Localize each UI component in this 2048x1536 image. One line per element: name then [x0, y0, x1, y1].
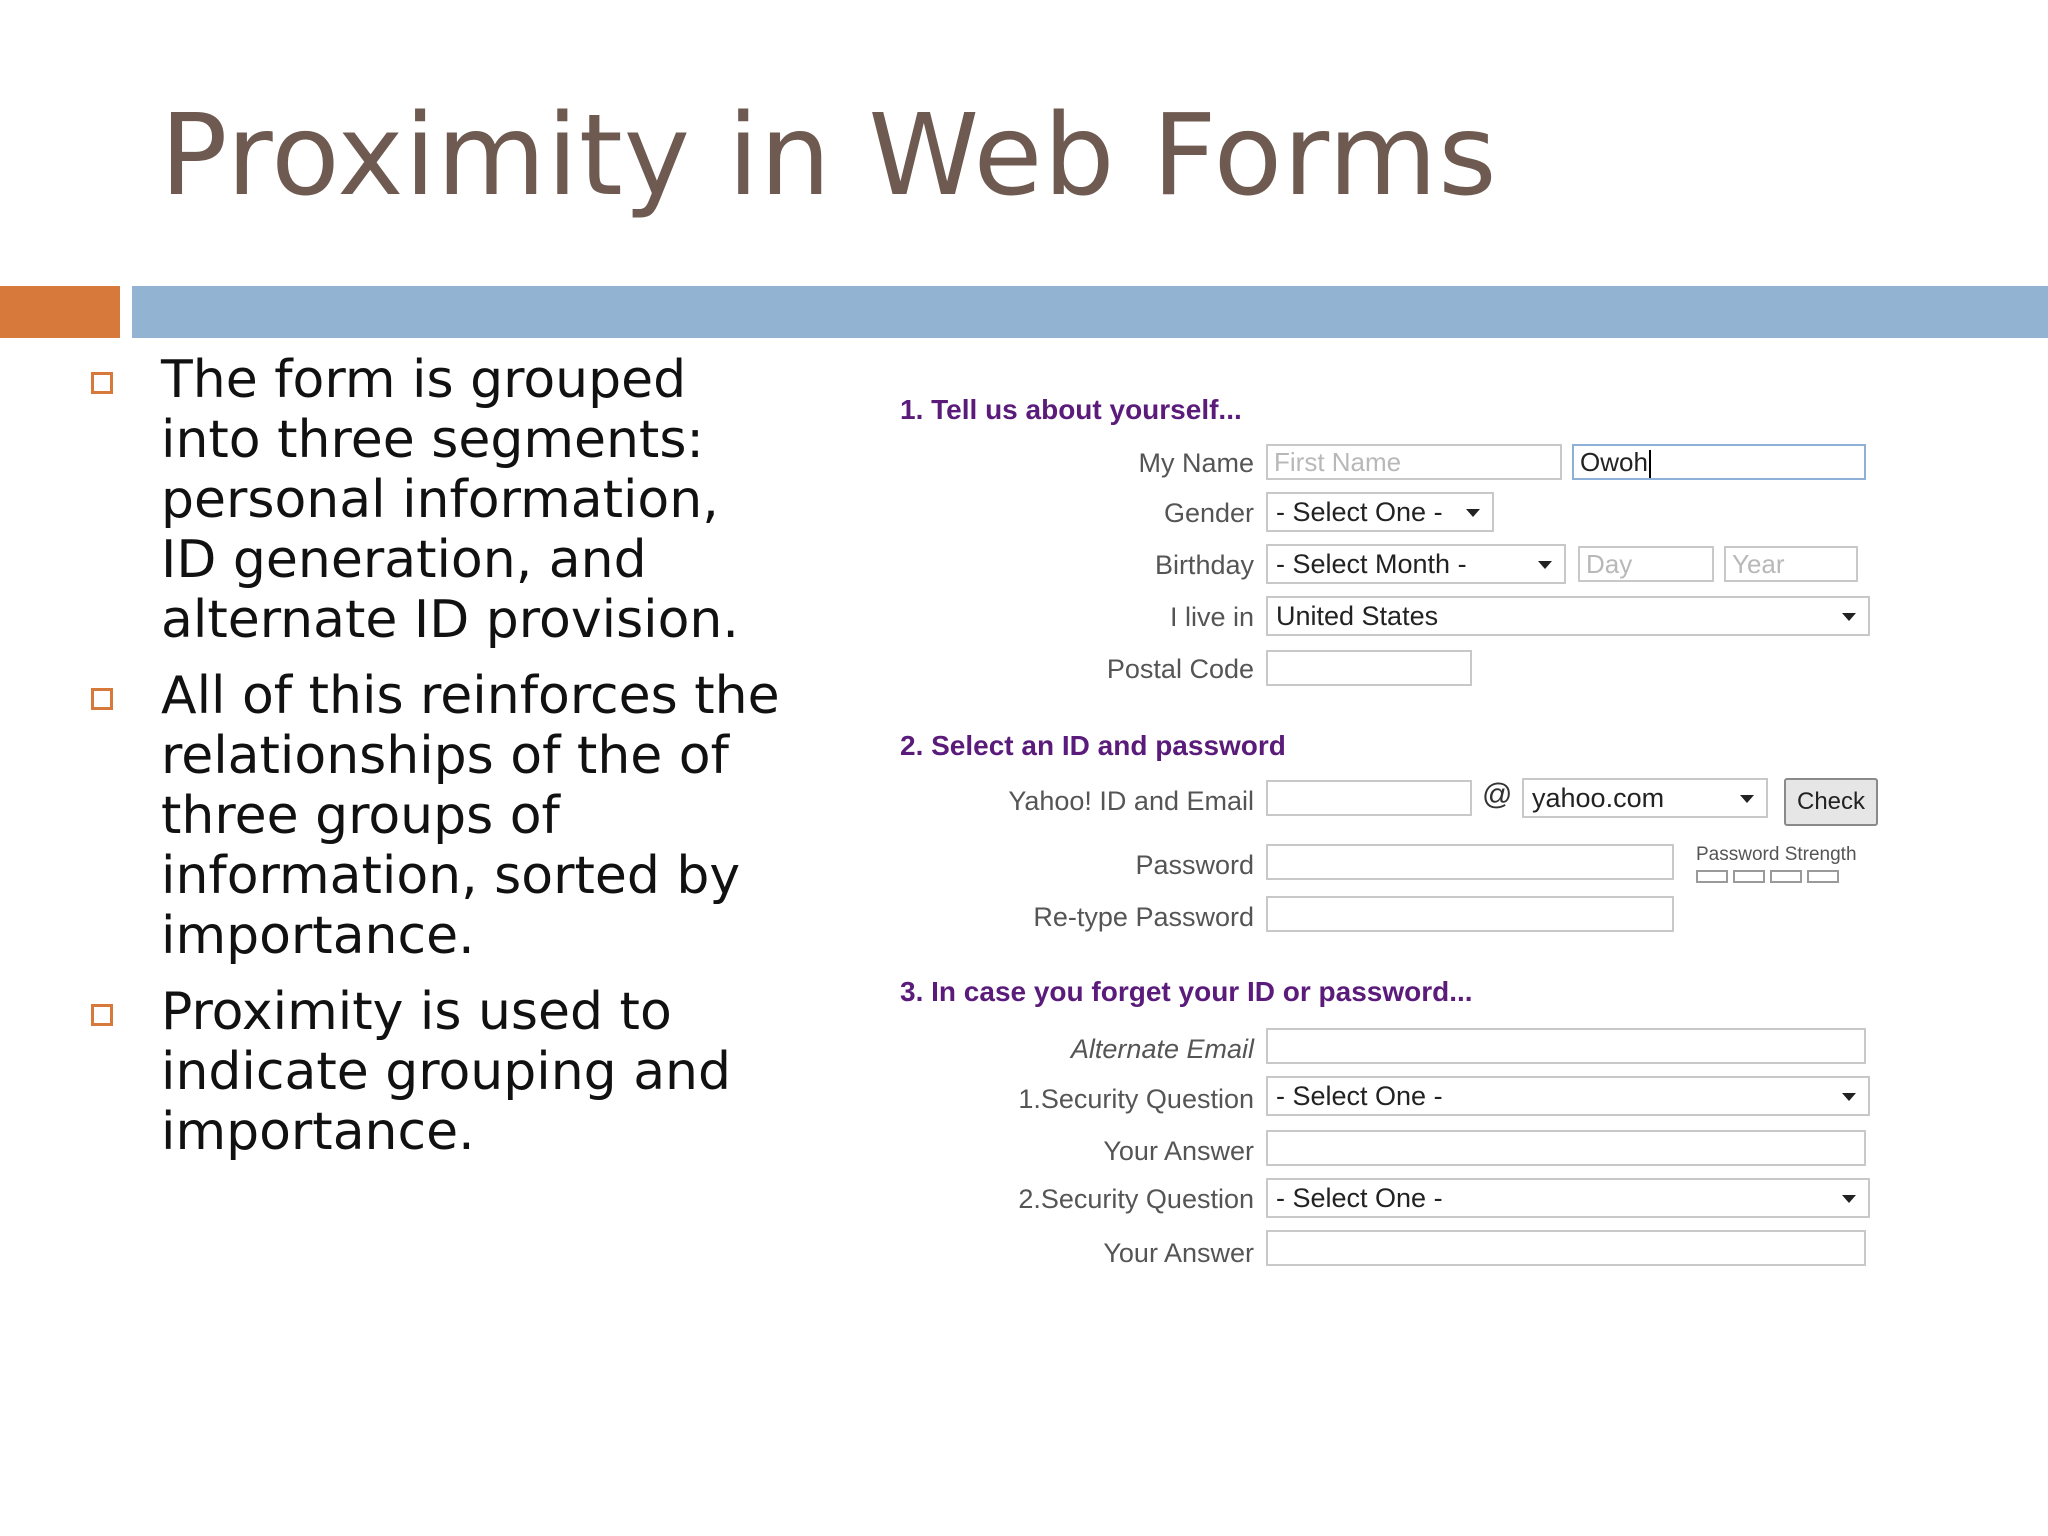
first-name-input[interactable]: First Name [1266, 444, 1562, 480]
chevron-down-icon [1740, 795, 1754, 803]
country-select[interactable]: United States [1266, 596, 1870, 636]
bullet-list [85, 350, 785, 1178]
gender-label: Gender [1163, 498, 1254, 528]
bullet-item [85, 982, 785, 1162]
chevron-down-icon [1842, 1195, 1856, 1203]
bullet-square-icon [91, 688, 113, 710]
my-name-label: My Name [1138, 448, 1254, 478]
accent-bar-blue [132, 286, 2048, 338]
retype-password-label: Re-type Password [1033, 902, 1254, 932]
domain-select[interactable]: yahoo.com [1522, 778, 1768, 818]
security-question-2-select[interactable]: - Select One - [1266, 1178, 1870, 1218]
postal-code-label: Postal Code [1106, 654, 1254, 684]
alternate-email-label: Alternate Email [1070, 1034, 1254, 1064]
chevron-down-icon [1466, 509, 1480, 517]
alternate-email-input[interactable] [1266, 1028, 1866, 1064]
chevron-down-icon [1842, 613, 1856, 621]
at-sign: @ [1482, 778, 1513, 811]
bullet-item [85, 350, 785, 650]
retype-password-input[interactable] [1266, 896, 1674, 932]
birthday-month-select[interactable]: - Select Month - [1266, 544, 1566, 584]
yahoo-id-input[interactable] [1266, 780, 1472, 816]
password-input[interactable] [1266, 844, 1674, 880]
password-strength-label: Password Strength [1696, 844, 1857, 865]
bullet-square-icon [91, 372, 113, 394]
bullet-square-icon [91, 1004, 113, 1026]
yahoo-id-label: Yahoo! ID and Email [1008, 786, 1254, 816]
bullet-text: The form is grouped into three segments: personal information, ID generation, and alternate ID provision. [161, 350, 739, 650]
birthday-year-input[interactable]: Year [1724, 546, 1858, 582]
section-heading-personal: 1. Tell us about yourself... [900, 394, 1242, 425]
security-question-1-label: 1.Security Question [1018, 1084, 1254, 1114]
section-heading-recovery: 3. In case you forget your ID or password... [900, 976, 1473, 1007]
password-strength-segment [1696, 870, 1728, 883]
answer-2-input[interactable] [1266, 1230, 1866, 1266]
slide-title: Proximity in Web Forms [160, 91, 1498, 221]
accent-bar-orange [0, 286, 120, 338]
chevron-down-icon [1538, 561, 1552, 569]
password-strength-segment [1807, 870, 1839, 883]
answer-1-label: Your Answer [1103, 1136, 1254, 1166]
postal-code-input[interactable] [1266, 650, 1472, 686]
registration-form-screenshot [880, 380, 1900, 1300]
password-label: Password [1135, 850, 1254, 880]
live-in-label: I live in [1169, 602, 1254, 632]
security-question-2-label: 2.Security Question [1018, 1184, 1254, 1214]
birthday-label: Birthday [1154, 550, 1254, 580]
bullet-text: All of this reinforces the relationships of the of three groups of information, sorted by importance. [161, 666, 780, 966]
birthday-day-input[interactable]: Day [1578, 546, 1714, 582]
section-heading-id: 2. Select an ID and password [900, 730, 1286, 761]
answer-2-label: Your Answer [1103, 1238, 1254, 1268]
bullet-text: Proximity is used to indicate grouping and importance. [161, 982, 732, 1162]
password-strength-segment [1733, 870, 1765, 883]
gender-select[interactable]: - Select One - [1266, 492, 1494, 532]
chevron-down-icon [1842, 1093, 1856, 1101]
password-strength-segment [1770, 870, 1802, 883]
bullet-item [85, 666, 785, 966]
answer-1-input[interactable] [1266, 1130, 1866, 1166]
last-name-input[interactable]: Owoh [1572, 444, 1866, 480]
text-cursor [1649, 450, 1651, 478]
security-question-1-select[interactable]: - Select One - [1266, 1076, 1870, 1116]
check-button[interactable]: Check [1784, 778, 1878, 826]
